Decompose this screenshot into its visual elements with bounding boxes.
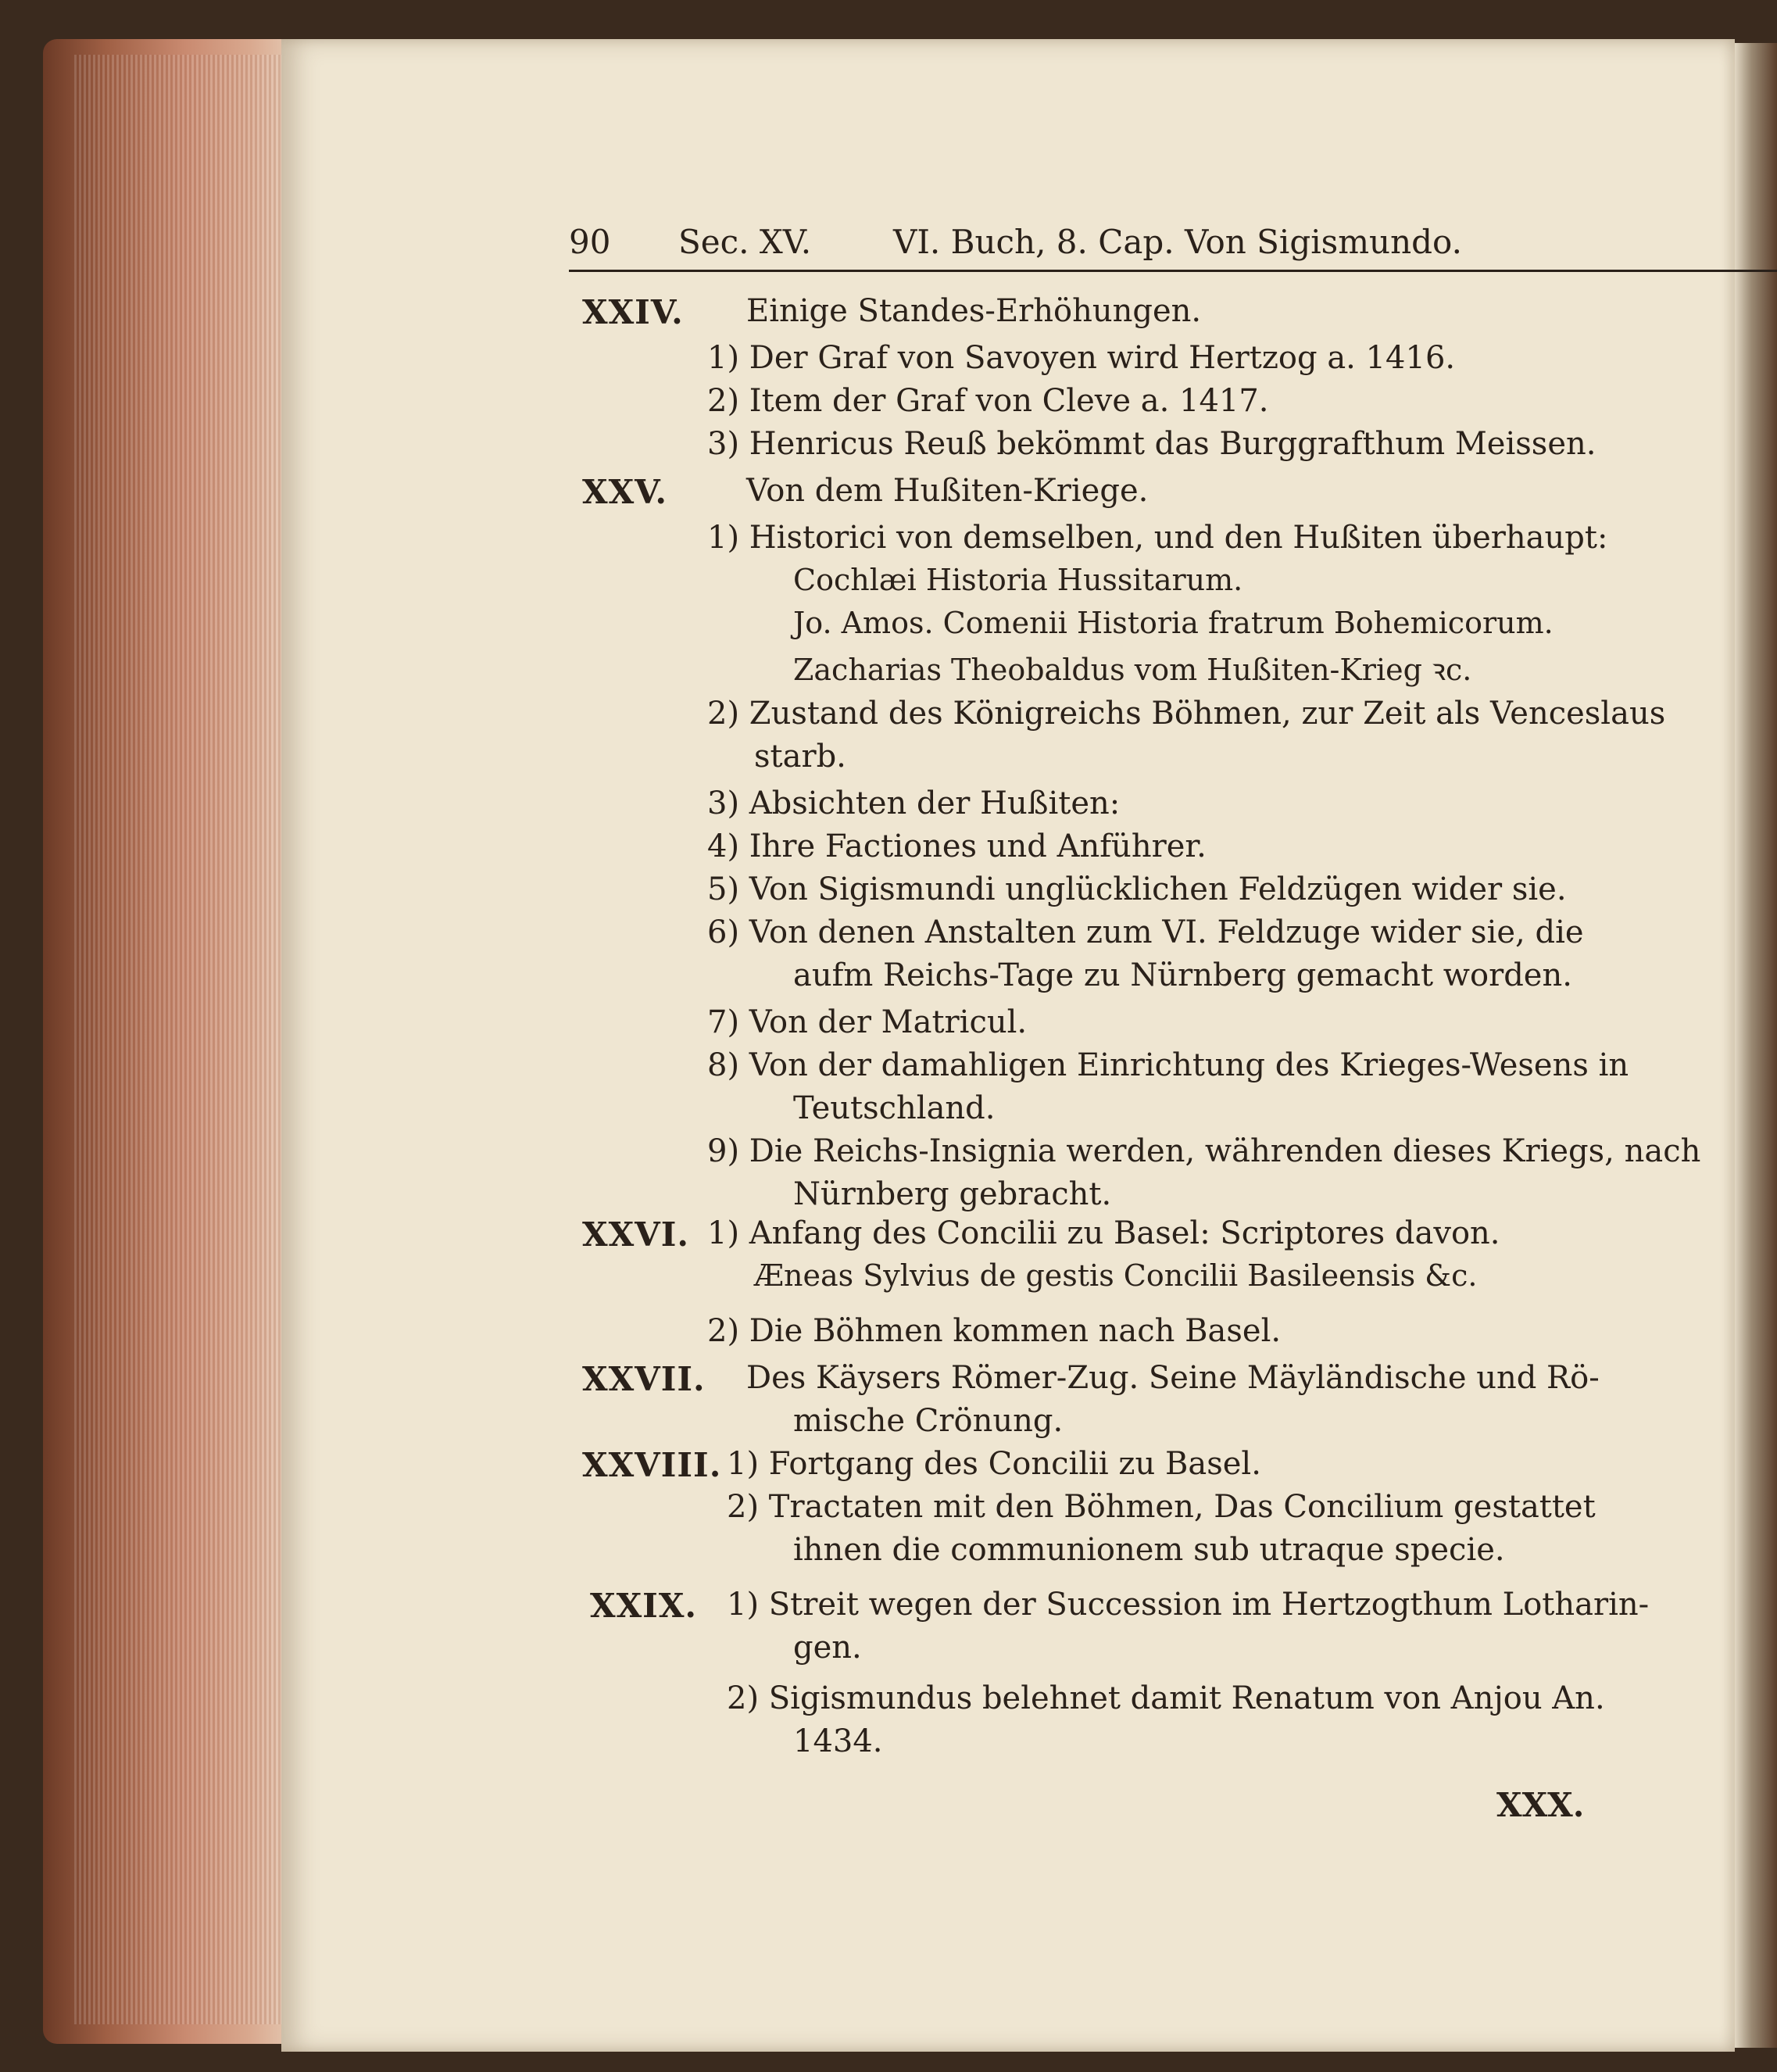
page-content (281, 39, 1735, 2052)
list-item: 1) Streit wegen der Succession im Hertzogthum Lotharin- (727, 1587, 1650, 1623)
reference: Æneas Sylvius de gestis Concilii Basileensis &c. (754, 1258, 1478, 1293)
section-numeral-xxiv: XXIV. (582, 293, 684, 331)
list-item-continuation: aufm Reichs-Tage zu Nürnberg gemacht worden. (793, 957, 1572, 993)
header-title: VI. Buch, 8. Cap. Von Sigismundo. (893, 223, 1462, 261)
list-item: 9) Die Reichs-Insignia werden, währenden dieses Kriegs, nach (707, 1133, 1701, 1169)
header-section: Sec. XV. (678, 223, 812, 261)
section-numeral-xxix: XXIX. (590, 1587, 698, 1625)
book-cover-right (1734, 43, 1777, 2048)
list-item: 2) Die Böhmen kommen nach Basel. (707, 1313, 1282, 1349)
list-item: 2) Tractaten mit den Böhmen, Das Concilium gestattet (727, 1489, 1596, 1525)
list-item: 7) Von der Matricul. (707, 1004, 1028, 1040)
list-item-continuation: 1434. (793, 1723, 883, 1759)
list-item: 2) Zustand des Königreichs Böhmen, zur Zeit als Venceslaus (707, 696, 1666, 732)
list-item-continuation: Teutschland. (793, 1090, 996, 1126)
list-item: 3) Absichten der Hußiten: (707, 785, 1121, 821)
list-item: 1) Anfang des Concilii zu Basel: Scriptores davon. (707, 1215, 1500, 1251)
section-text-continuation: mische Crönung. (793, 1403, 1064, 1439)
section-text: Des Käysers Römer-Zug. Seine Mäyländische und Rö- (746, 1360, 1600, 1396)
list-item: 8) Von der damahligen Einrichtung des Krieges-Wesens in (707, 1047, 1629, 1083)
page-edges (74, 55, 281, 2024)
section-numeral-xxvii: XXVII. (582, 1360, 706, 1398)
section-numeral-xxviii: XXVIII. (582, 1446, 722, 1484)
reference: Zacharias Theobaldus vom Hußiten-Krieg ꝛc. (793, 653, 1472, 687)
section-numeral-xxv: XXV. (582, 473, 668, 511)
catchword: XXX. (1496, 1786, 1585, 1824)
list-item-continuation: ihnen die communionem sub utraque specie. (793, 1532, 1505, 1568)
list-item: 4) Ihre Factiones und Anführer. (707, 828, 1207, 864)
list-item: 5) Von Sigismundi unglücklichen Feldzügen wider sie. (707, 871, 1567, 907)
list-item: 1) Der Graf von Savoyen wird Hertzog a. 1416. (707, 340, 1456, 376)
page-number: 90 (569, 223, 611, 261)
list-item: 2) Sigismundus belehnet damit Renatum von Anjou An. (727, 1680, 1605, 1716)
list-item-continuation: Nürnberg gebracht. (793, 1176, 1112, 1212)
reference: Cochlæi Historia Hussitarum. (793, 563, 1243, 597)
list-item: 1) Historici von demselben, und den Hußiten überhaupt: (707, 520, 1608, 556)
list-item: 1) Fortgang des Concilii zu Basel. (727, 1446, 1261, 1482)
list-item-continuation: starb. (754, 739, 846, 775)
list-item: 3) Henricus Reuß bekömmt das Burggrafthum Meissen. (707, 426, 1596, 462)
reference: Jo. Amos. Comenii Historia fratrum Bohemicorum. (793, 606, 1554, 640)
list-item: 6) Von denen Anstalten zum VI. Feldzuge wider sie, die (707, 914, 1584, 950)
list-item-continuation: gen. (793, 1630, 862, 1666)
section-numeral-xxvi: XXVI. (582, 1215, 690, 1254)
section-title-xxiv: Einige Standes-Erhöhungen. (746, 293, 1202, 329)
running-header (569, 223, 1777, 272)
section-title-xxv: Von dem Hußiten-Kriege. (746, 473, 1149, 509)
list-item: 2) Item der Graf von Cleve a. 1417. (707, 383, 1269, 419)
